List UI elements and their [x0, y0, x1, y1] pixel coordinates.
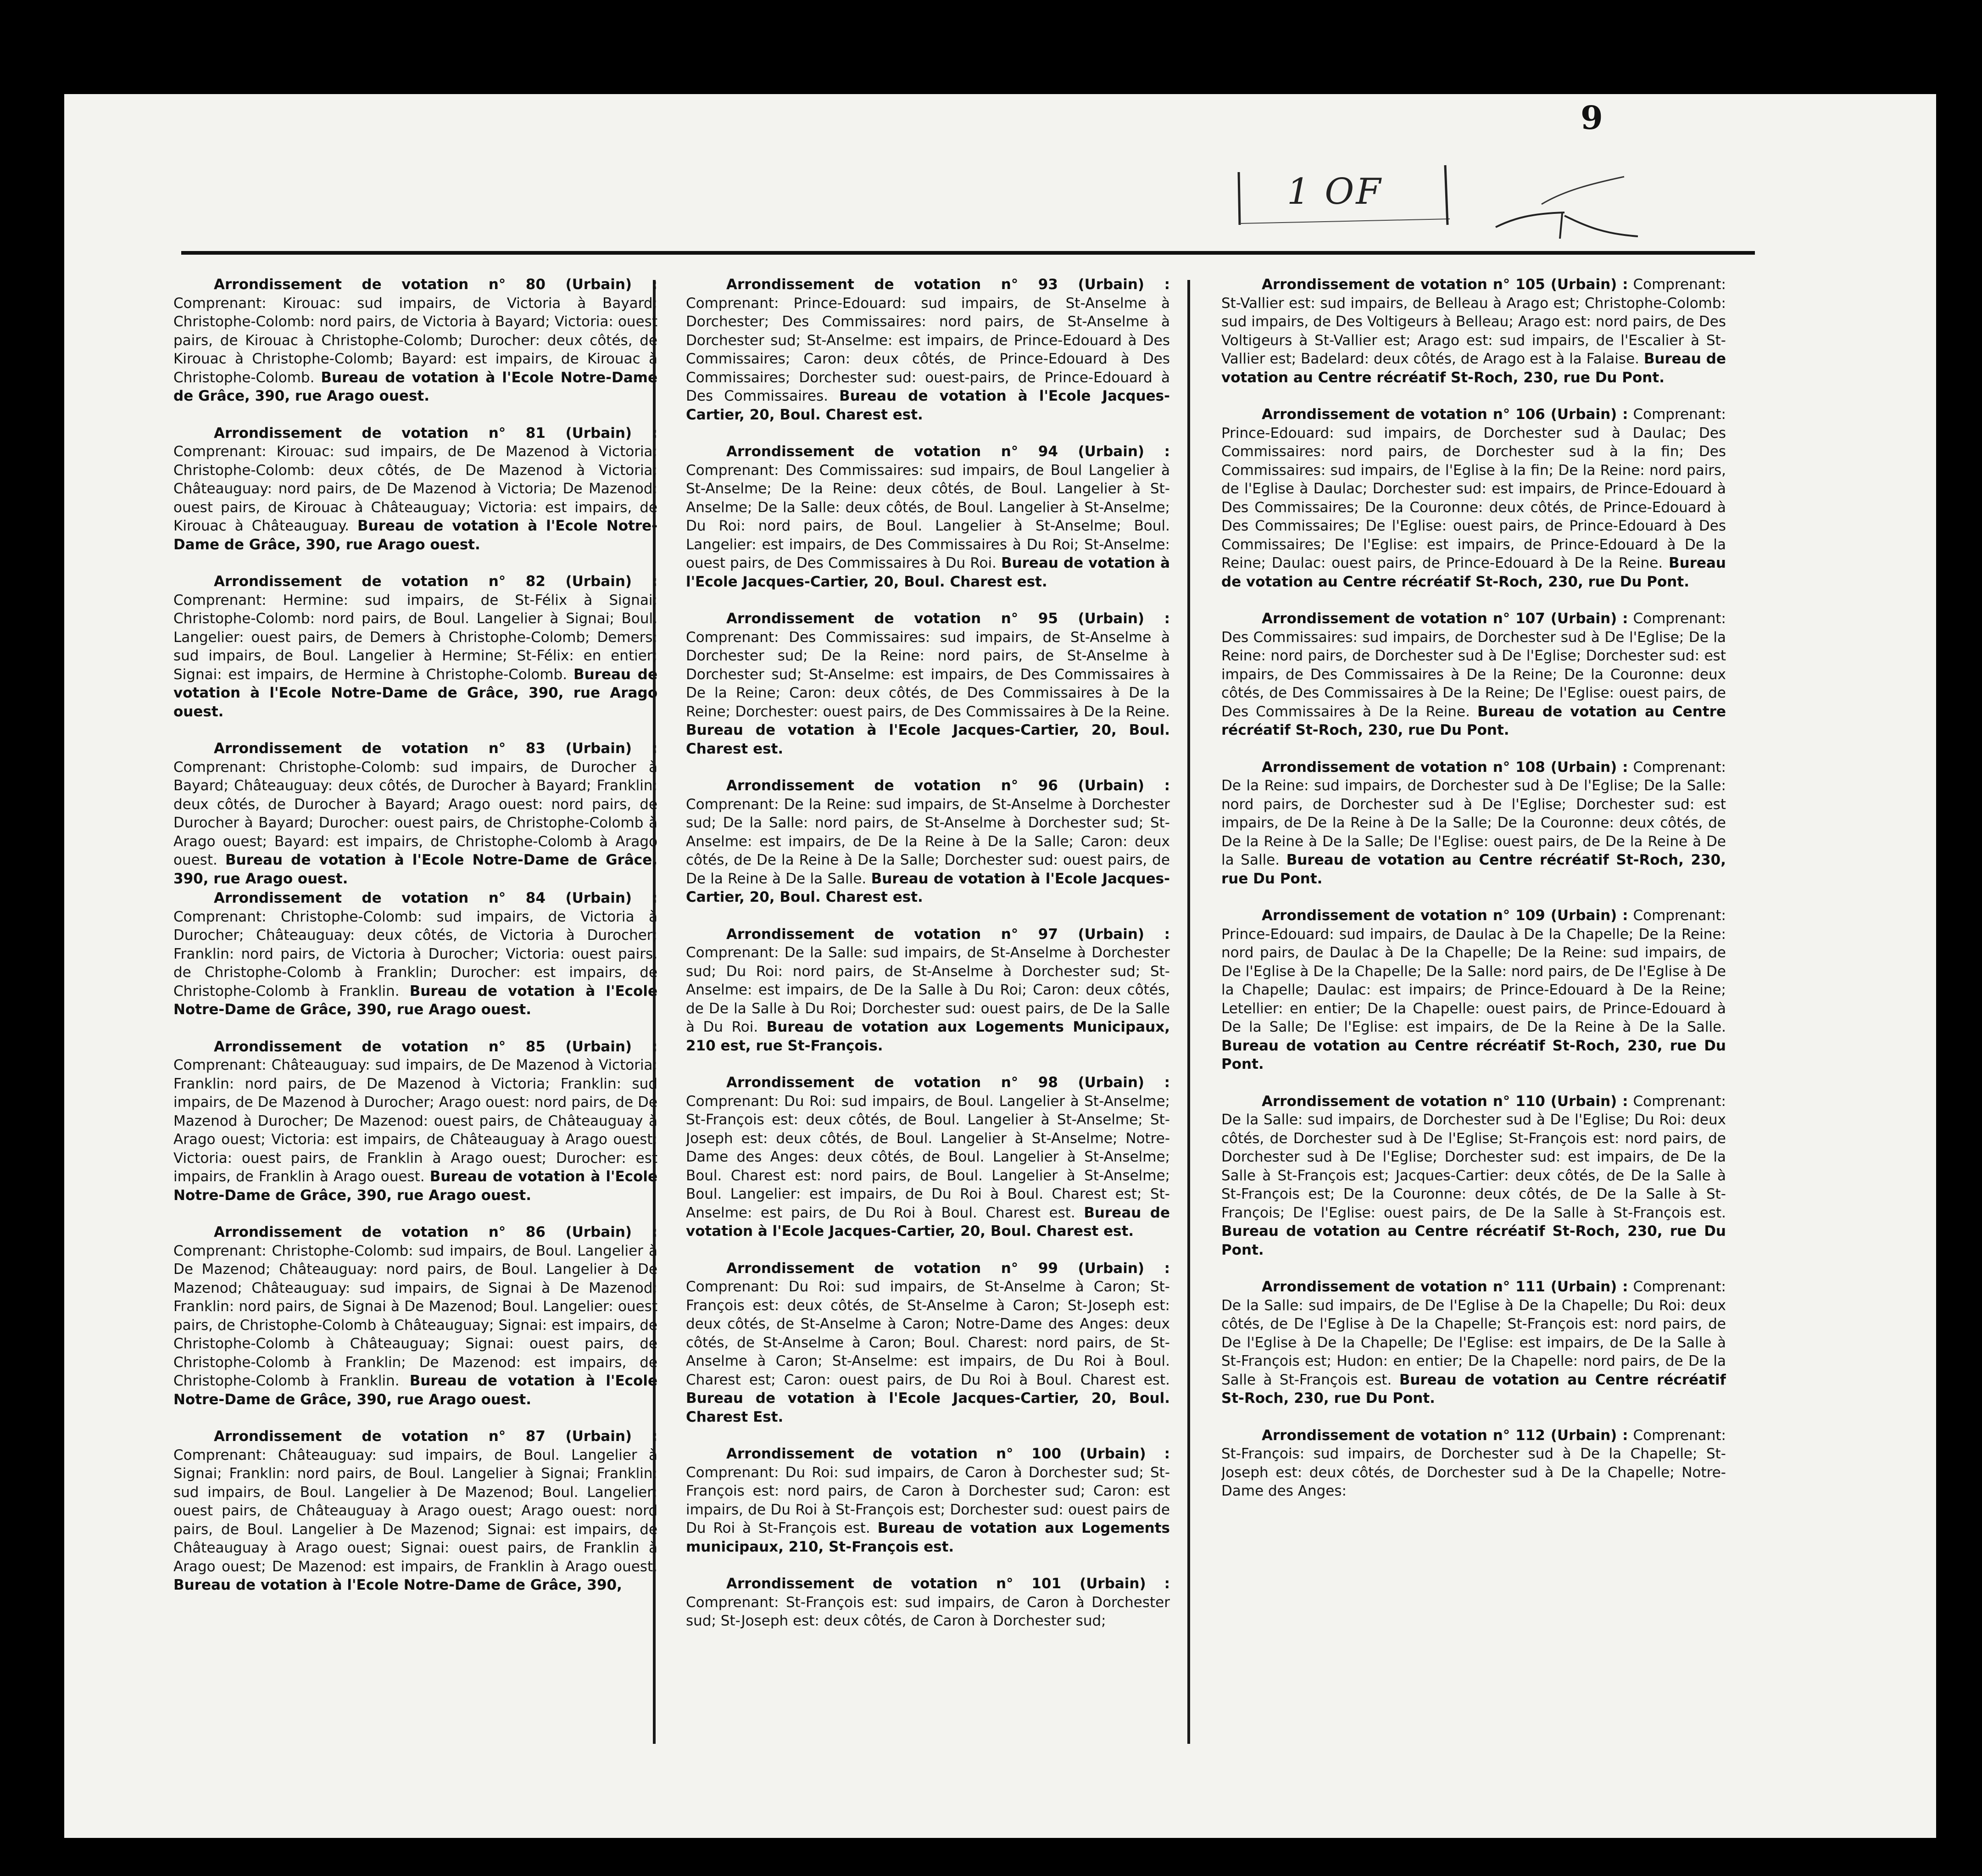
- district-heading: Arrondissement de votation n° 94 (Urbain) :: [726, 443, 1170, 460]
- district-heading: Arrondissement de votation n° 83 (Urbain) :: [214, 740, 657, 757]
- district-heading: Arrondissement de votation n° 80 (Urbain) :: [214, 276, 657, 293]
- district-entry: [686, 1073, 1170, 1241]
- district-heading: Arrondissement de votation n° 111 (Urbain) :: [1262, 1279, 1628, 1295]
- district-description: Comprenant: St-François est: sud impairs, de Caron à Dorchester sud; St-Joseph est: deux côtés, de Caron à Dorchester sud;: [686, 1594, 1170, 1629]
- district-heading: Arrondissement de votation n° 101 (Urbain) :: [726, 1575, 1170, 1592]
- district-entry: [173, 424, 657, 554]
- district-heading: Arrondissement de votation n° 87 (Urbain) :: [214, 1428, 657, 1445]
- district-heading: Arrondissement de votation n° 106 (Urbain) :: [1262, 406, 1628, 423]
- district-entry: [686, 776, 1170, 907]
- district-entry: [686, 1445, 1170, 1556]
- district-description: Comprenant: De la Reine: sud impairs, de St-Anselme à Dorchester sud; De la Salle: nord pairs, de St-Anselme à Dorchester sud; St-Anselme: est impairs, de De la Reine à De la Salle; Caron: deux côtés, de De la Reine à De la Salle; Dorchester sud: ouest pairs, de De la Reine à De la Salle.: [686, 796, 1170, 887]
- polling-station: Bureau de votation au Centre récréatif St-Roch, 230, rue Du Pont.: [1221, 852, 1726, 887]
- district-heading: Arrondissement de votation n° 84 (Urbain) :: [214, 890, 657, 906]
- district-description: Comprenant: Du Roi: sud impairs, de St-Anselme à Caron; St-François est: deux côtés, de St-Anselme à Caron; St-Joseph est: deux côtés, de St-Anselme à Caron; Notre-Dame des Anges: deux côtés, de St-Anselme à Caron; Boul. Charest: nord pairs, de St-Anselme à Caron; St-Anselme: est impairs, de Du Roi à Boul. Charest est; Caron: ouest pairs, de Du Roi à Boul. Charest est.: [686, 1279, 1170, 1388]
- polling-station: Bureau de votation au Centre récréatif St-Roch, 230, rue Du Pont.: [1221, 703, 1726, 738]
- district-description: Comprenant: Hermine: sud impairs, de St-Félix à Signai; Christophe-Colomb: nord pairs, de Boul. Langelier à Signai; Boul. Langelier: ouest pairs, de Demers à Christophe-Colomb; Demers: sud impairs, de Boul. Langelier à Hermine; St-Félix: en entier; Signai: est impairs, de Hermine à Christophe-Colomb.: [173, 592, 657, 683]
- district-heading: Arrondissement de votation n° 112 (Urbain) :: [1262, 1427, 1628, 1444]
- district-entry: [173, 739, 657, 888]
- district-description: Comprenant: Christophe-Colomb: sud impairs, de Durocher à Bayard; Châteauguay: deux côtés, de Durocher à Bayard; Franklin: deux côtés, de Durocher à Bayard; Arago ouest: nord pairs, de Durocher à Bayard; Durocher: ouest pairs, de Christophe-Colomb à Arago ouest; Bayard: est impairs, de Christophe-Colomb à Arago ouest.: [173, 759, 657, 868]
- polling-station: Bureau de votation au Centre récréatif St-Roch, 230, rue Du Pont.: [1221, 351, 1726, 386]
- district-heading: Arrondissement de votation n° 97 (Urbain) :: [726, 926, 1170, 943]
- district-entry: [1221, 906, 1726, 1074]
- district-entry: [1221, 1426, 1726, 1501]
- handwritten-annotation: [1234, 163, 1459, 229]
- district-description: Comprenant: Du Roi: sud impairs, de Caron à Dorchester sud; St-François est: nord pairs, de Caron à Dorchester sud; Caron: est impairs, de Du Roi à St-François est; Dorchester sud: ouest pairs de Du Roi à St-François est.: [686, 1464, 1170, 1536]
- district-description: Comprenant: De la Reine: sud impairs, de Dorchester sud à De l'Eglise; De la Salle: nord pairs, de Dorchester sud à De l'Eglise; Dorchester sud: est impairs, de De la Reine à De la Salle; De la Couronne: deux côtés, de De la Reine à De la Salle; De l'Eglise: ouest pairs, de De la Reine à De la Salle.: [1221, 759, 1726, 868]
- district-entry: [1221, 405, 1726, 591]
- district-entry: [686, 275, 1170, 424]
- district-description: Comprenant: St-Vallier est: sud impairs, de Belleau à Arago est; Christophe-Colomb: sud impairs, de Des Voltigeurs à Belleau; Arago est: nord pairs, de Des Voltigeurs à St-Vallier est; Arago est: sud impairs, de l'Escalier à St-Vallier est; Badelard: deux côtés, de Arago est à la Falaise.: [1221, 276, 1726, 367]
- district-heading: Arrondissement de votation n° 108 (Urbain) :: [1262, 759, 1628, 776]
- district-description: Comprenant: De la Salle: sud impairs, de De l'Eglise à De la Chapelle; Du Roi: deux côtés, de De l'Eglise à De la Chapelle; St-François est: nord pairs, de De l'Eglise à De la Chapelle; De l'Eglise: est impairs, de De la Salle à St-François est; Hudon: en entier; De la Chapelle: nord pairs, de De la Salle à St-François est.: [1221, 1279, 1726, 1388]
- district-heading: Arrondissement de votation n° 107 (Urbain) :: [1262, 610, 1628, 627]
- polling-station: Bureau de votation à l'Ecole Notre-Dame de Grâce, 390, rue Arago ouest.: [173, 852, 657, 887]
- district-entry: [686, 1259, 1170, 1427]
- polling-station: Bureau de votation à l'Ecole Jacques-Cartier, 20, Boul. Charest est.: [686, 1204, 1170, 1240]
- district-description: Comprenant: Des Commissaires: sud impairs, de Dorchester sud à De l'Eglise; De la Reine: nord pairs, de Dorchester sud à De l'Eglise; Dorchester sud: est impairs, de Des Commissaires à De la Reine; De la Couronne: deux côtés, de Des Commissaires à De la Reine; De l'Eglise: ouest pairs, de Des Commissaires à De la Reine.: [1221, 610, 1726, 720]
- district-entry: [1221, 609, 1726, 740]
- text-column-3: [1221, 275, 1726, 1735]
- district-heading: Arrondissement de votation n° 109 (Urbain) :: [1262, 907, 1628, 924]
- district-description: Comprenant: Kirouac: sud impairs, de Victoria à Bayard; Christophe-Colomb: nord pairs, de Victoria à Bayard; Victoria: ouest pairs, de Kirouac à Christophe-Colomb; Durocher: deux côtés, de Kirouac à Christophe-Colomb; Bayard: est impairs, de Kirouac à Christophe-Colomb.: [173, 295, 657, 386]
- polling-station: Bureau de votation aux Logements Municipaux, 210 est, rue St-François.: [686, 1019, 1170, 1054]
- district-description: Comprenant: Prince-Edouard: sud impairs, de Daulac à De la Chapelle; De la Reine: nord pairs, de Daulac à De la Chapelle; De la Reine: sud impairs, de De l'Eglise à De la Chapelle; De la Salle: nord pairs, de De l'Eglise à De la Chapelle; Daulac: est impairs; de Prince-Edouard à De la Reine; Letellier: en entier; De la Chapelle: ouest pairs, de Prince-Edouard à De la Salle; De l'Eglise: est impairs, de De la Reine à De la Salle.: [1221, 907, 1726, 1035]
- district-description: Comprenant: Prince-Edouard: sud impairs, de St-Anselme à Dorchester; Des Commissaires: nord pairs, de St-Anselme à Dorchester sud; St-Anselme: est impairs, de Prince-Edouard à Des Commissaires; Caron: deux côtés, de Prince-Edouard à Des Commissaires; Dorchester sud: ouest-pairs, de Prince-Edouard à Des Commissaires.: [686, 295, 1170, 404]
- polling-station: Bureau de votation à l'Ecole Jacques-Cartier, 20, Boul. Charest est.: [686, 388, 1170, 423]
- polling-station: Bureau de votation à l'Ecole Notre-Dame de Grâce, 390,: [173, 1577, 622, 1593]
- district-heading: Arrondissement de votation n° 95 (Urbain) :: [726, 610, 1170, 627]
- district-entry: [173, 1038, 657, 1205]
- district-entry: [686, 1574, 1170, 1630]
- page-number: 9: [1581, 99, 1603, 137]
- district-entry: [1221, 275, 1726, 387]
- district-entry: [686, 442, 1170, 591]
- district-description: Comprenant: Christophe-Colomb: sud impairs, de Victoria à Durocher; Châteauguay: deux côtés, de Victoria à Durocher; Franklin: nord pairs, de Victoria à Durocher; Victoria: ouest pairs, de Christophe-Colomb à Franklin; Durocher: est impairs, de Christophe-Colomb à Franklin.: [173, 908, 657, 999]
- district-description: Comprenant: De la Salle: sud impairs, de Dorchester sud à De l'Eglise; Du Roi: deux côtés, de Dorchester sud à De l'Eglise; St-François est: nord pairs, de Dorchester sud à De l'Eglise; Dorchester sud: est impairs, de De la Salle à St-François est; Jacques-Cartier: deux côtés, de De la Salle à St-François est; De la Couronne: deux côtés, de De la Salle à St-François; De l'Eglise: ouest pairs, de De la Salle à St-François est.: [1221, 1093, 1726, 1221]
- district-description: Comprenant: Christophe-Colomb: sud impairs, de Boul. Langelier à De Mazenod; Châteauguay: nord pairs, de Boul. Langelier à De Mazenod; Châteauguay: sud impairs, de Signai à De Mazenod; Franklin: nord pairs, de Signai à De Mazenod; Boul. Langelier: ouest pairs, de Christophe-Colomb à Châteauguay; Signai: est impairs, de Christophe-Colomb à Châteauguay; Signai: ouest pairs, de Christophe-Colomb à Franklin; De Mazenod: est impairs, de Christophe-Colomb à Franklin.: [173, 1242, 657, 1389]
- polling-station: Bureau de votation au Centre récréatif St-Roch, 230, rue Du Pont.: [1221, 555, 1726, 590]
- district-description: Comprenant: Du Roi: sud impairs, de Boul. Langelier à St-Anselme; St-François est: deux côtés, de Boul. Langelier à St-Anselme; St-Joseph est: deux côtés, de Boul. Langelier à St-Anselme; Notre-Dame des Anges: deux côtés, de Boul. Langelier à St-Anselme; Boul. Charest est: nord pairs, de Boul. Langelier à St-Anselme; Boul. Langelier: est impairs, de Du Roi à Boul. Charest est; St-Anselme: est pairs, de Du Roi à Boul. Charest est.: [686, 1093, 1170, 1221]
- text-column-1: [173, 275, 657, 1735]
- polling-station: Bureau de votation à l'Ecole Notre-Dame de Grâce, 390, rue Arago ouest.: [173, 369, 657, 404]
- district-heading: Arrondissement de votation n° 99 (Urbain) :: [726, 1260, 1170, 1277]
- polling-station: Bureau de votation à l'Ecole Notre-Dame de Grâce, 390, rue Arago ouest.: [173, 1373, 657, 1408]
- district-description: Comprenant: Des Commissaires: sud impairs, de Boul Langelier à St-Anselme; De la Reine: deux côtés, de Boul. Langelier à St-Anselme; De la Salle: deux côtés, de Boul. Langelier à St-Anselme; Du Roi: nord pairs, de Boul. Langelier à St-Anselme; Boul. Langelier: est impairs, de Des Commissaires à Du Roi; St-Anselme: ouest pairs, de Des Commissaires à Du Roi.: [686, 462, 1170, 571]
- header-rule: [181, 251, 1755, 255]
- district-heading: Arrondissement de votation n° 93 (Urbain) :: [726, 276, 1170, 293]
- district-entry: [686, 925, 1170, 1055]
- district-entry: [1221, 1092, 1726, 1260]
- district-description: Comprenant: De la Salle: sud impairs, de St-Anselme à Dorchester sud; Du Roi: nord pairs, de St-Anselme à Dorchester sud; St-Anselme: est impairs, de De la Salle à Du Roi; Caron: deux côtés, de De la Salle à Du Roi; Dorchester sud: ouest pairs, de De la Salle à Du Roi.: [686, 944, 1170, 1035]
- district-heading: Arrondissement de votation n° 96 (Urbain) :: [726, 777, 1170, 794]
- district-entry: [1221, 758, 1726, 888]
- column-divider-2: [1187, 280, 1190, 1744]
- district-description: Comprenant: Châteauguay: sud impairs, de Boul. Langelier à Signai; Franklin: nord pairs, de Boul. Langelier à Signai; Franklin: sud impairs, de Boul. Langelier à De Mazenod; Boul. Langelier: ouest pairs, de Châteauguay à Arago ouest; Arago ouest: nord pairs, de Boul. Langelier à De Mazenod; Signai: est impairs, de Châteauguay à Arago ouest; Signai: ouest pairs, de Franklin à Arago ouest; De Mazenod: est impairs, de Franklin à Arago ouest.: [173, 1446, 657, 1575]
- annotation-text: 1 OF: [1287, 171, 1383, 212]
- polling-station: Bureau de votation au Centre récréatif St-Roch, 230, rue Du Pont.: [1221, 1223, 1726, 1258]
- polling-station: Bureau de votation aux Logements municipaux, 210, St-François est.: [686, 1520, 1170, 1555]
- district-entry: [173, 1223, 657, 1409]
- district-description: Comprenant: Châteauguay: sud impairs, de De Mazenod à Victoria; Franklin: nord pairs, de De Mazenod à Victoria; Franklin: sud impairs, de De Mazenod à Durocher; Arago ouest: nord pairs, de De Mazenod à Durocher; De Mazenod: ouest pairs, de Châteauguay à Arago ouest; Victoria: est impairs, de Châteauguay à Arago ouest; Victoria: ouest pairs, de Franklin à Arago ouest; Durocher: est impairs, de Franklin à Arago ouest.: [173, 1057, 657, 1185]
- district-entry: [173, 1427, 657, 1595]
- district-heading: Arrondissement de votation n° 105 (Urbain) :: [1262, 276, 1628, 293]
- polling-station: Bureau de votation à l'Ecole Jacques-Cartier, 20, Boul. Charest Est.: [686, 1390, 1170, 1425]
- polling-station: Bureau de votation à l'Ecole Jacques-Cartier, 20, Boul. Charest est.: [686, 555, 1170, 590]
- district-description: Comprenant: Kirouac: sud impairs, de De Mazenod à Victoria; Christophe-Colomb: deux côtés, de De Mazenod à Victoria; Châteauguay: nord pairs, de De Mazenod à Victoria; De Mazenod: ouest pairs, de Kirouac à Châteauguay; Victoria: est impairs, de Kirouac à Châteauguay.: [173, 443, 657, 534]
- district-description: Comprenant: St-François: sud impairs, de Dorchester sud à De la Chapelle; St-Joseph est: deux côtés, de Dorchester sud à De la Chapelle; Notre-Dame des Anges:: [1221, 1427, 1726, 1499]
- polling-station: Bureau de votation à l'Ecole Notre-Dame de Grâce, 390, rue Arago ouest.: [173, 983, 657, 1018]
- district-entry: [686, 609, 1170, 758]
- district-entry: [173, 889, 657, 1019]
- pen-stroke-marks: [1486, 158, 1652, 255]
- district-heading: Arrondissement de votation n° 110 (Urbain) :: [1262, 1093, 1628, 1110]
- polling-station: Bureau de votation au Centre récréatif St-Roch, 230, rue Du Pont.: [1221, 1037, 1726, 1072]
- district-heading: Arrondissement de votation n° 81 (Urbain) :: [214, 424, 657, 441]
- text-column-2: [686, 275, 1170, 1735]
- polling-station: Bureau de votation à l'Ecole Notre-Dame de Grâce, 390, rue Arago ouest.: [173, 666, 657, 720]
- polling-station: Bureau de votation à l'Ecole Notre-Dame de Grâce, 390, rue Arago ouest.: [173, 518, 657, 553]
- district-entry: [1221, 1278, 1726, 1408]
- district-entry: [173, 275, 657, 406]
- district-heading: Arrondissement de votation n° 98 (Urbain) :: [726, 1074, 1170, 1091]
- district-entry: [173, 572, 657, 721]
- polling-station: Bureau de votation à l'Ecole Jacques-Cartier, 20, Boul. Charest est.: [686, 722, 1170, 757]
- polling-station: Bureau de votation au Centre récréatif St-Roch, 230, rue Du Pont.: [1221, 1371, 1726, 1407]
- district-description: Comprenant: Prince-Edouard: sud impairs, de Dorchester sud à Daulac; Des Commissaires: nord pairs, de Dorchester sud à la fin; Des Commissaires: sud impairs, de l'Eglise à la fin; De la Reine: nord pairs, de l'Eglise à Daulac; Dorchester sud: est impairs, de Prince-Edouard à Des Commissaires; De la Couronne: deux côtés, de Prince-Edouard à Des Commissaires; De l'Eglise: ouest pairs, de Prince-Edouard à Des Commissaires; De l'Eglise: est impairs, de Prince-Edouard à De la Reine; Daulac: ouest pairs, de Prince-Edouard à De la Reine.: [1221, 406, 1726, 571]
- district-heading: Arrondissement de votation n° 85 (Urbain) :: [214, 1038, 657, 1055]
- district-heading: Arrondissement de votation n° 82 (Urbain) :: [214, 573, 657, 590]
- polling-station: Bureau de votation à l'Ecole Jacques-Cartier, 20, Boul. Charest est.: [686, 870, 1170, 905]
- district-heading: Arrondissement de votation n° 86 (Urbain) :: [214, 1224, 657, 1240]
- polling-station: Bureau de votation à l'Ecole Notre-Dame de Grâce, 390, rue Arago ouest.: [173, 1168, 657, 1204]
- district-heading: Arrondissement de votation n° 100 (Urbain) :: [726, 1446, 1170, 1462]
- district-description: Comprenant: Des Commissaires: sud impairs, de St-Anselme à Dorchester sud; De la Reine: nord pairs, de St-Anselme à Dorchester sud; St-Anselme: est impairs, de Des Commissaires à De la Reine; Caron: deux côtés, de Des Commissaires à De la Reine; Dorchester: ouest pairs, de Des Commissaires à De la Reine.: [686, 629, 1170, 720]
